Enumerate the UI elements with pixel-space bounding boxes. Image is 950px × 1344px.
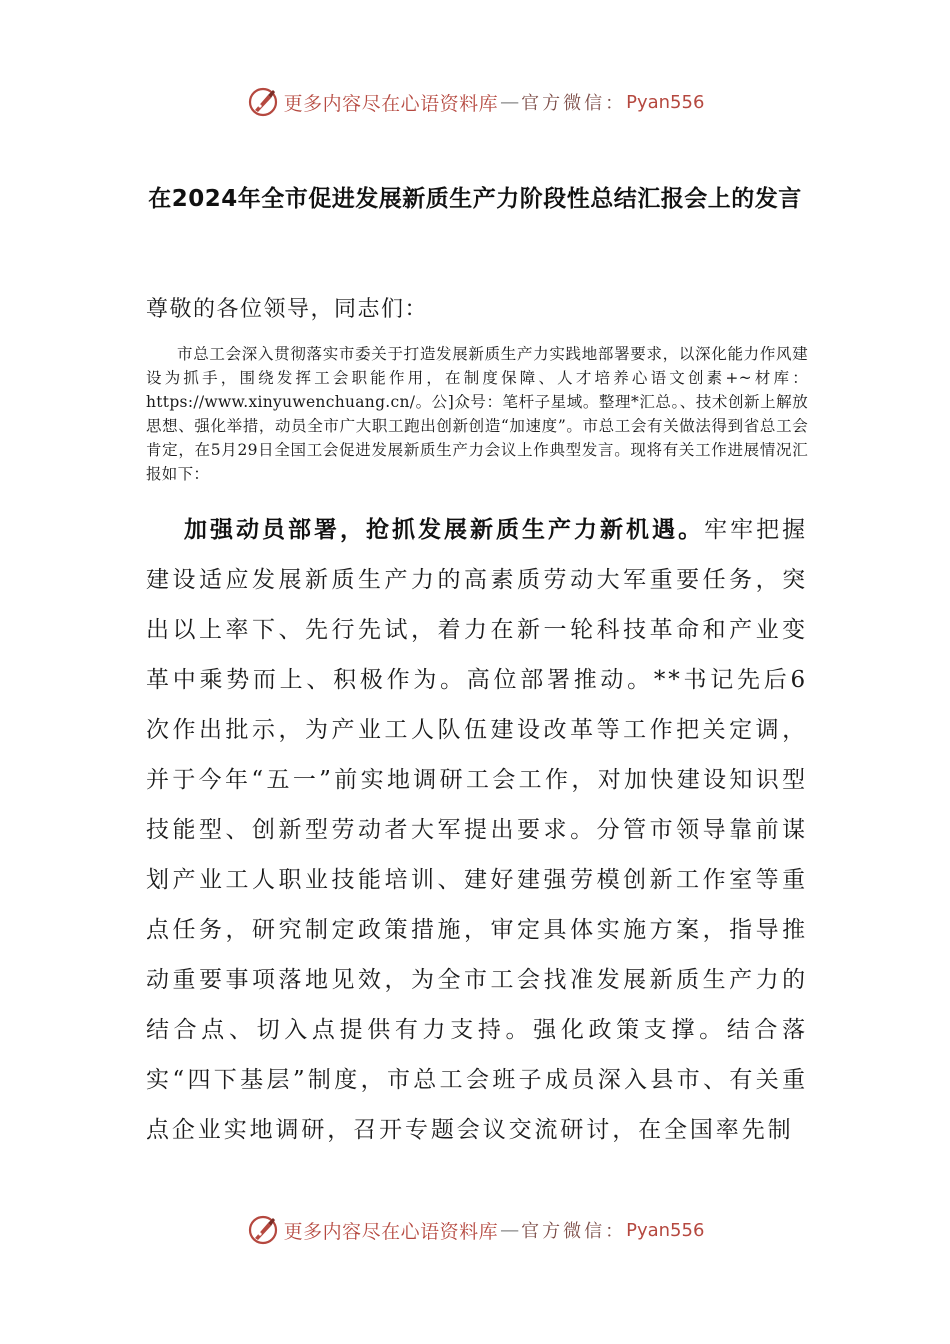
banner-dash: — [500, 1219, 520, 1241]
banner-text: 更多内容尽在心语资料库 [283, 1220, 499, 1243]
intro-paragraph: 市总工会深入贯彻落实市委关于打造发展新质生产力实践地部署要求，以深化能力作风建设为抓手，围绕发挥工会职能作用，在制度保障、人才培养心语文创素+~材库：https://www.xinyuwenchuang.cn/。公]众号：笔杆子星域。整理*汇总。、技术创新上解放思想、强化举措，动员全市广大职工跑出创新创造“加速度”。市总工会有关做法得到省总工会肯定，在5月29日全国工会促进发展新质生产力会议上作典型发言。现将有关工作进展情况汇报如下： [146, 345, 808, 483]
banner-dash: — [500, 91, 520, 113]
section-body: 牢牢把握建设适应发展新质生产力的高素质劳动大军重要任务，突出以上率下、先行先试，着力在新一轮科技革命和产业变革中乘势而上、积极作为。高位部署推动。**书记先后6次作出批示，为产业工人队伍建设改革等工作把关定调，并于今年“五一”前实地调研工会工作，对加快建设知识型技能型、创新型劳动者大军提出要求。分管市领导靠前谋划产业工人职业技能培训、建好建强劳模创新工作室等重点任务，研究制定政策措施，审定具体实施方案，指导推动重要事项落地见效，为全市工会找准发展新质生产力的结合点、切入点提供有力支持。强化政策支撑。结合落实“四下基层”制度，市总工会班子成员深入县市、有关重点企业实地调研，召开专题会议交流研讨，在全国率先制 [146, 517, 808, 1143]
banner-wechat-id: Pyan556 [626, 91, 705, 113]
footer-banner [0, 1210, 950, 1250]
banner-wechat-label: 官方微信： [521, 93, 627, 114]
banner-wechat-id: Pyan556 [626, 1219, 705, 1241]
pen-nib-circle-icon [246, 85, 280, 119]
banner-wechat-label: 官方微信： [521, 1221, 627, 1242]
banner-text: 更多内容尽在心语资料库 [283, 92, 499, 115]
pen-nib-circle-icon [246, 1213, 280, 1247]
document-title: 在2024年全市促进发展新质生产力阶段性总结汇报会上的发言 [148, 186, 802, 212]
section-lead: 加强动员部署，抢抓发展新质生产力新机遇。 [183, 517, 705, 543]
section-paragraph [146, 505, 808, 1155]
greeting: 尊敬的各位领导，同志们： [146, 297, 429, 322]
header-banner [0, 82, 950, 122]
